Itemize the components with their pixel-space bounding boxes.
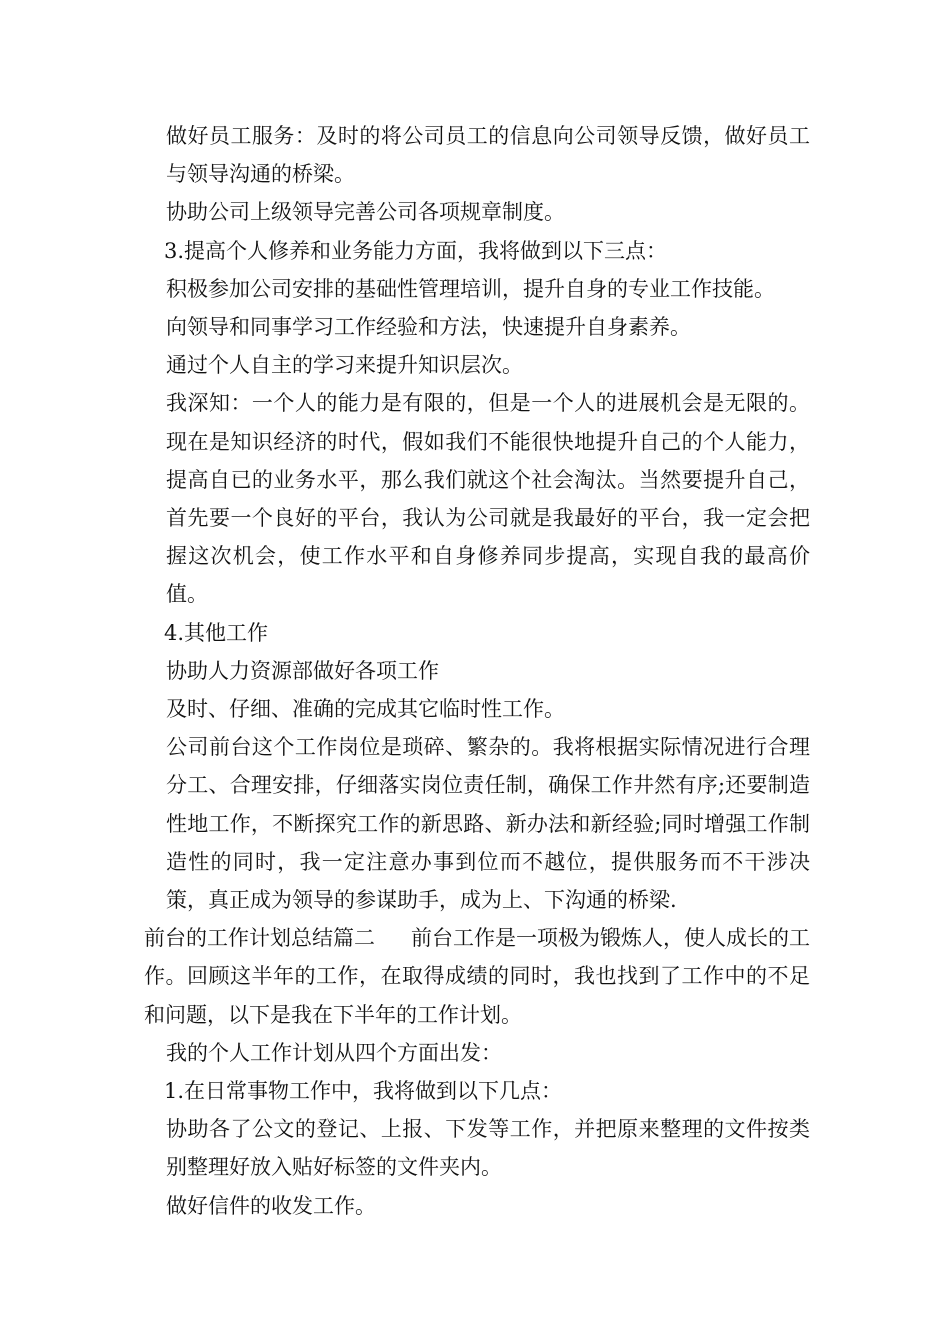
paragraph-section-3-heading: 3.提高个人修养和业务能力方面，我将做到以下三点： [164, 238, 668, 263]
paragraph-four-aspects: 我的个人工作计划从四个方面出发： [166, 1040, 502, 1065]
paragraph-temporary-work: 及时、仔细、准确的完成其它临时性工作。 [166, 697, 565, 722]
paragraph-mail-handling: 做好信件的收发工作。 [166, 1193, 376, 1218]
paragraph-assist-hr: 协助人力资源部做好各项工作 [166, 658, 439, 683]
paragraph-learn-from-leaders: 向领导和同事学习工作经验和方法，快速提升自身素养。 [166, 315, 691, 340]
paragraph-self-awareness: 我深知：一个人的能力是有限的，但是一个人的进展机会是无限的。现在是知识经济的时代，假如我们不能很快地提升自己的个人能力，提高自已的业务水平，那么我们就这个社会淘汰。当然要提升自己，首先要一个良好的平台，我认为公司就是我最好的平台，我一定会把握这次机会，使工作水平和自身修养同步提高，实现自我的最高价值。 [166, 391, 810, 607]
document-body [144, 117, 810, 1225]
paragraph-article-two: 前台的工作计划总结篇二 前台工作是一项极为锻炼人，使人成长的工作。回顾这半年的工作，在取得成绩的同时，我也找到了工作中的不足和问题，以下是我在下半年的工作计划。 [144, 926, 811, 1027]
paragraph-section-4-heading: 4.其他工作 [164, 620, 269, 645]
paragraph-training: 积极参加公司安排的基础性管理培训，提升自身的专业工作技能。 [166, 276, 775, 301]
paragraph-employee-service: 做好员工服务：及时的将公司员工的信息向公司领导反馈，做好员工与领导沟通的桥梁。 [166, 124, 810, 187]
paragraph-assist-rules: 协助公司上级领导完善公司各项规章制度。 [166, 200, 565, 225]
paragraph-document-filing: 协助各了公文的登记、上报、下发等工作，并把原来整理的文件按类别整理好放入贴好标签的文件夹内。 [166, 1117, 810, 1180]
paragraph-front-desk-role: 公司前台这个工作岗位是琐碎、繁杂的。我将根据实际情况进行合理分工、合理安排，仔细落实岗位责任制，确保工作井然有序;还要制造性地工作，不断探究工作的新思路、新办法和新经验;同时增强工作制造性的同时，我一定注意办事到位而不越位，提供服务而不干涉决策，真正成为领导的参谋助手，成为上、下沟通的桥梁. [166, 735, 810, 913]
paragraph-section-1-heading: 1.在日常事物工作中，我将做到以下几点： [164, 1079, 563, 1104]
paragraph-self-study: 通过个人自主的学习来提升知识层次。 [166, 353, 523, 378]
